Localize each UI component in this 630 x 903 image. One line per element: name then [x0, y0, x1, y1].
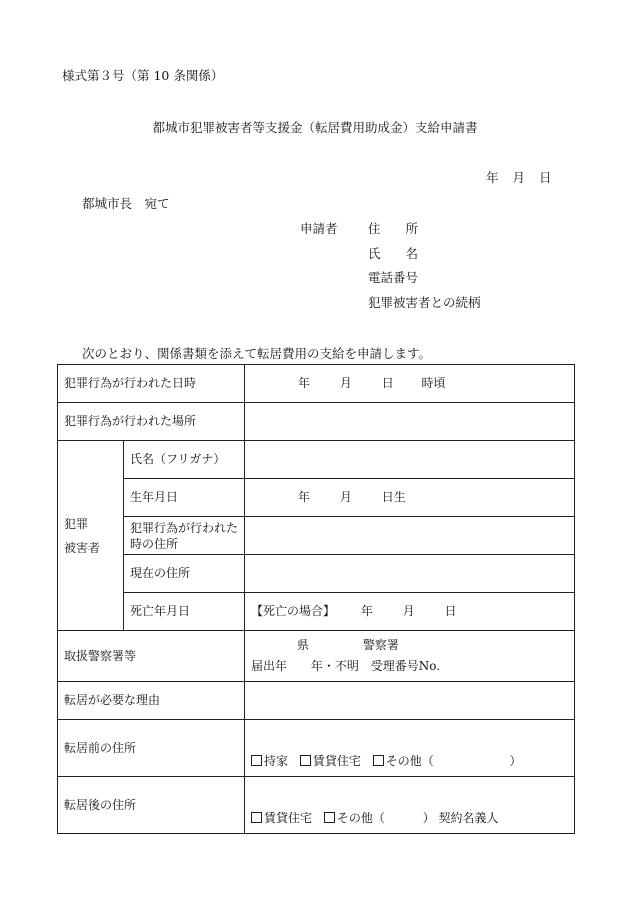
intro-text: 次のとおり、関係書類を添えて転居費用の支給を申請します。	[82, 346, 432, 361]
police-field[interactable]	[245, 631, 575, 682]
victim-crime-address-field[interactable]	[245, 517, 575, 555]
reason-field[interactable]	[245, 682, 575, 720]
form-number: 様式第３号（第 10 条関係）	[62, 68, 224, 83]
crime-year-label: 年	[298, 376, 311, 390]
table-row	[58, 593, 575, 631]
victim-current-address-field[interactable]	[245, 555, 575, 593]
checkbox-icon	[324, 812, 335, 823]
death-case-label: 【死亡の場合】	[251, 604, 336, 618]
birth-year-label: 年	[298, 490, 311, 504]
owned-label: 持家	[264, 754, 289, 768]
police-label: 取扱警察署等	[58, 631, 245, 682]
date-year-label: 年	[486, 170, 499, 185]
before-address-field[interactable]	[245, 720, 575, 777]
receipt-number-label: 受理番号No.	[370, 659, 441, 673]
crime-hour-label: 時頃	[421, 376, 446, 390]
date-month-label: 月	[512, 170, 526, 185]
table-row	[58, 479, 575, 517]
birth-day-label: 日生	[381, 490, 406, 504]
checkbox-icon	[373, 755, 384, 766]
reason-label: 転居が必要な理由	[58, 682, 245, 720]
crime-month-label: 月	[339, 376, 352, 390]
victim-current-address-label: 現在の住所	[124, 555, 245, 593]
table-row	[58, 682, 575, 720]
checkbox-icon	[300, 755, 311, 766]
table-row	[58, 403, 575, 441]
victim-birth-label: 生年月日	[124, 479, 245, 517]
rental-after-checkbox[interactable]	[251, 811, 312, 825]
after-address-field[interactable]	[245, 777, 575, 834]
rental-before-label: 賃貸住宅	[312, 754, 361, 768]
crime-place-label: 犯罪行為が行われた場所	[58, 403, 245, 441]
prefecture-label: 県	[297, 638, 310, 652]
table-row	[58, 365, 575, 403]
crime-datetime-field[interactable]	[245, 365, 575, 403]
checkbox-icon	[251, 812, 262, 823]
addressee: 都城市長 宛て	[82, 196, 170, 211]
report-year-label: 届出年	[251, 659, 288, 673]
application-table	[57, 364, 575, 834]
table-row	[58, 777, 575, 834]
applicant-name-label: 氏 名	[368, 246, 419, 261]
victim-birth-field[interactable]	[245, 479, 575, 517]
death-day-label: 日	[444, 604, 457, 618]
other-before-label: その他（	[385, 754, 434, 768]
applicant-address-label: 住 所	[368, 221, 419, 236]
death-year-label: 年	[360, 604, 373, 618]
applicant-phone-label: 電話番号	[368, 270, 419, 285]
table-row	[58, 555, 575, 593]
other-after-checkbox[interactable]	[324, 811, 385, 825]
victim-name-field[interactable]	[245, 441, 575, 479]
date-day-label: 日	[539, 170, 552, 185]
other-after-close: ）	[422, 811, 435, 825]
birth-month-label: 月	[339, 490, 352, 504]
crime-datetime-label: 犯罪行為が行われた日時	[58, 365, 245, 403]
after-address-label: 転居後の住所	[58, 777, 245, 834]
other-before-checkbox[interactable]	[373, 754, 434, 768]
table-row	[58, 720, 575, 777]
date-line	[486, 168, 552, 186]
crime-place-field[interactable]	[245, 403, 575, 441]
checkbox-icon	[251, 755, 262, 766]
victim-death-field[interactable]	[245, 593, 575, 631]
victim-death-label: 死亡年月日	[124, 593, 245, 631]
year-unknown-label: 年・不明	[310, 659, 359, 673]
death-month-label: 月	[402, 604, 415, 618]
table-row	[58, 517, 575, 555]
contract-holder-label: 契約名義人	[438, 811, 499, 825]
document-title: 都城市犯罪被害者等支援金（転居費用助成金）支給申請書	[152, 120, 478, 135]
before-address-label: 転居前の住所	[58, 720, 245, 777]
rental-after-label: 賃貸住宅	[264, 811, 313, 825]
table-row	[58, 631, 575, 682]
crime-day-label: 日	[381, 376, 394, 390]
applicant-relation-label: 犯罪被害者との続柄	[368, 295, 481, 310]
police-station-label: 警察署	[362, 638, 399, 652]
victim-name-label: 氏名（フリガナ）	[124, 441, 245, 479]
table-row	[58, 441, 575, 479]
other-before-close: ）	[509, 754, 522, 768]
victim-label: 犯罪 被害者	[58, 441, 124, 631]
rental-before-checkbox[interactable]	[300, 754, 361, 768]
owned-checkbox[interactable]	[251, 754, 288, 768]
other-after-label: その他（	[336, 811, 385, 825]
applicant-label: 申請者	[300, 221, 338, 236]
victim-crime-address-label: 犯罪行為が行われた時の住所	[124, 517, 245, 555]
